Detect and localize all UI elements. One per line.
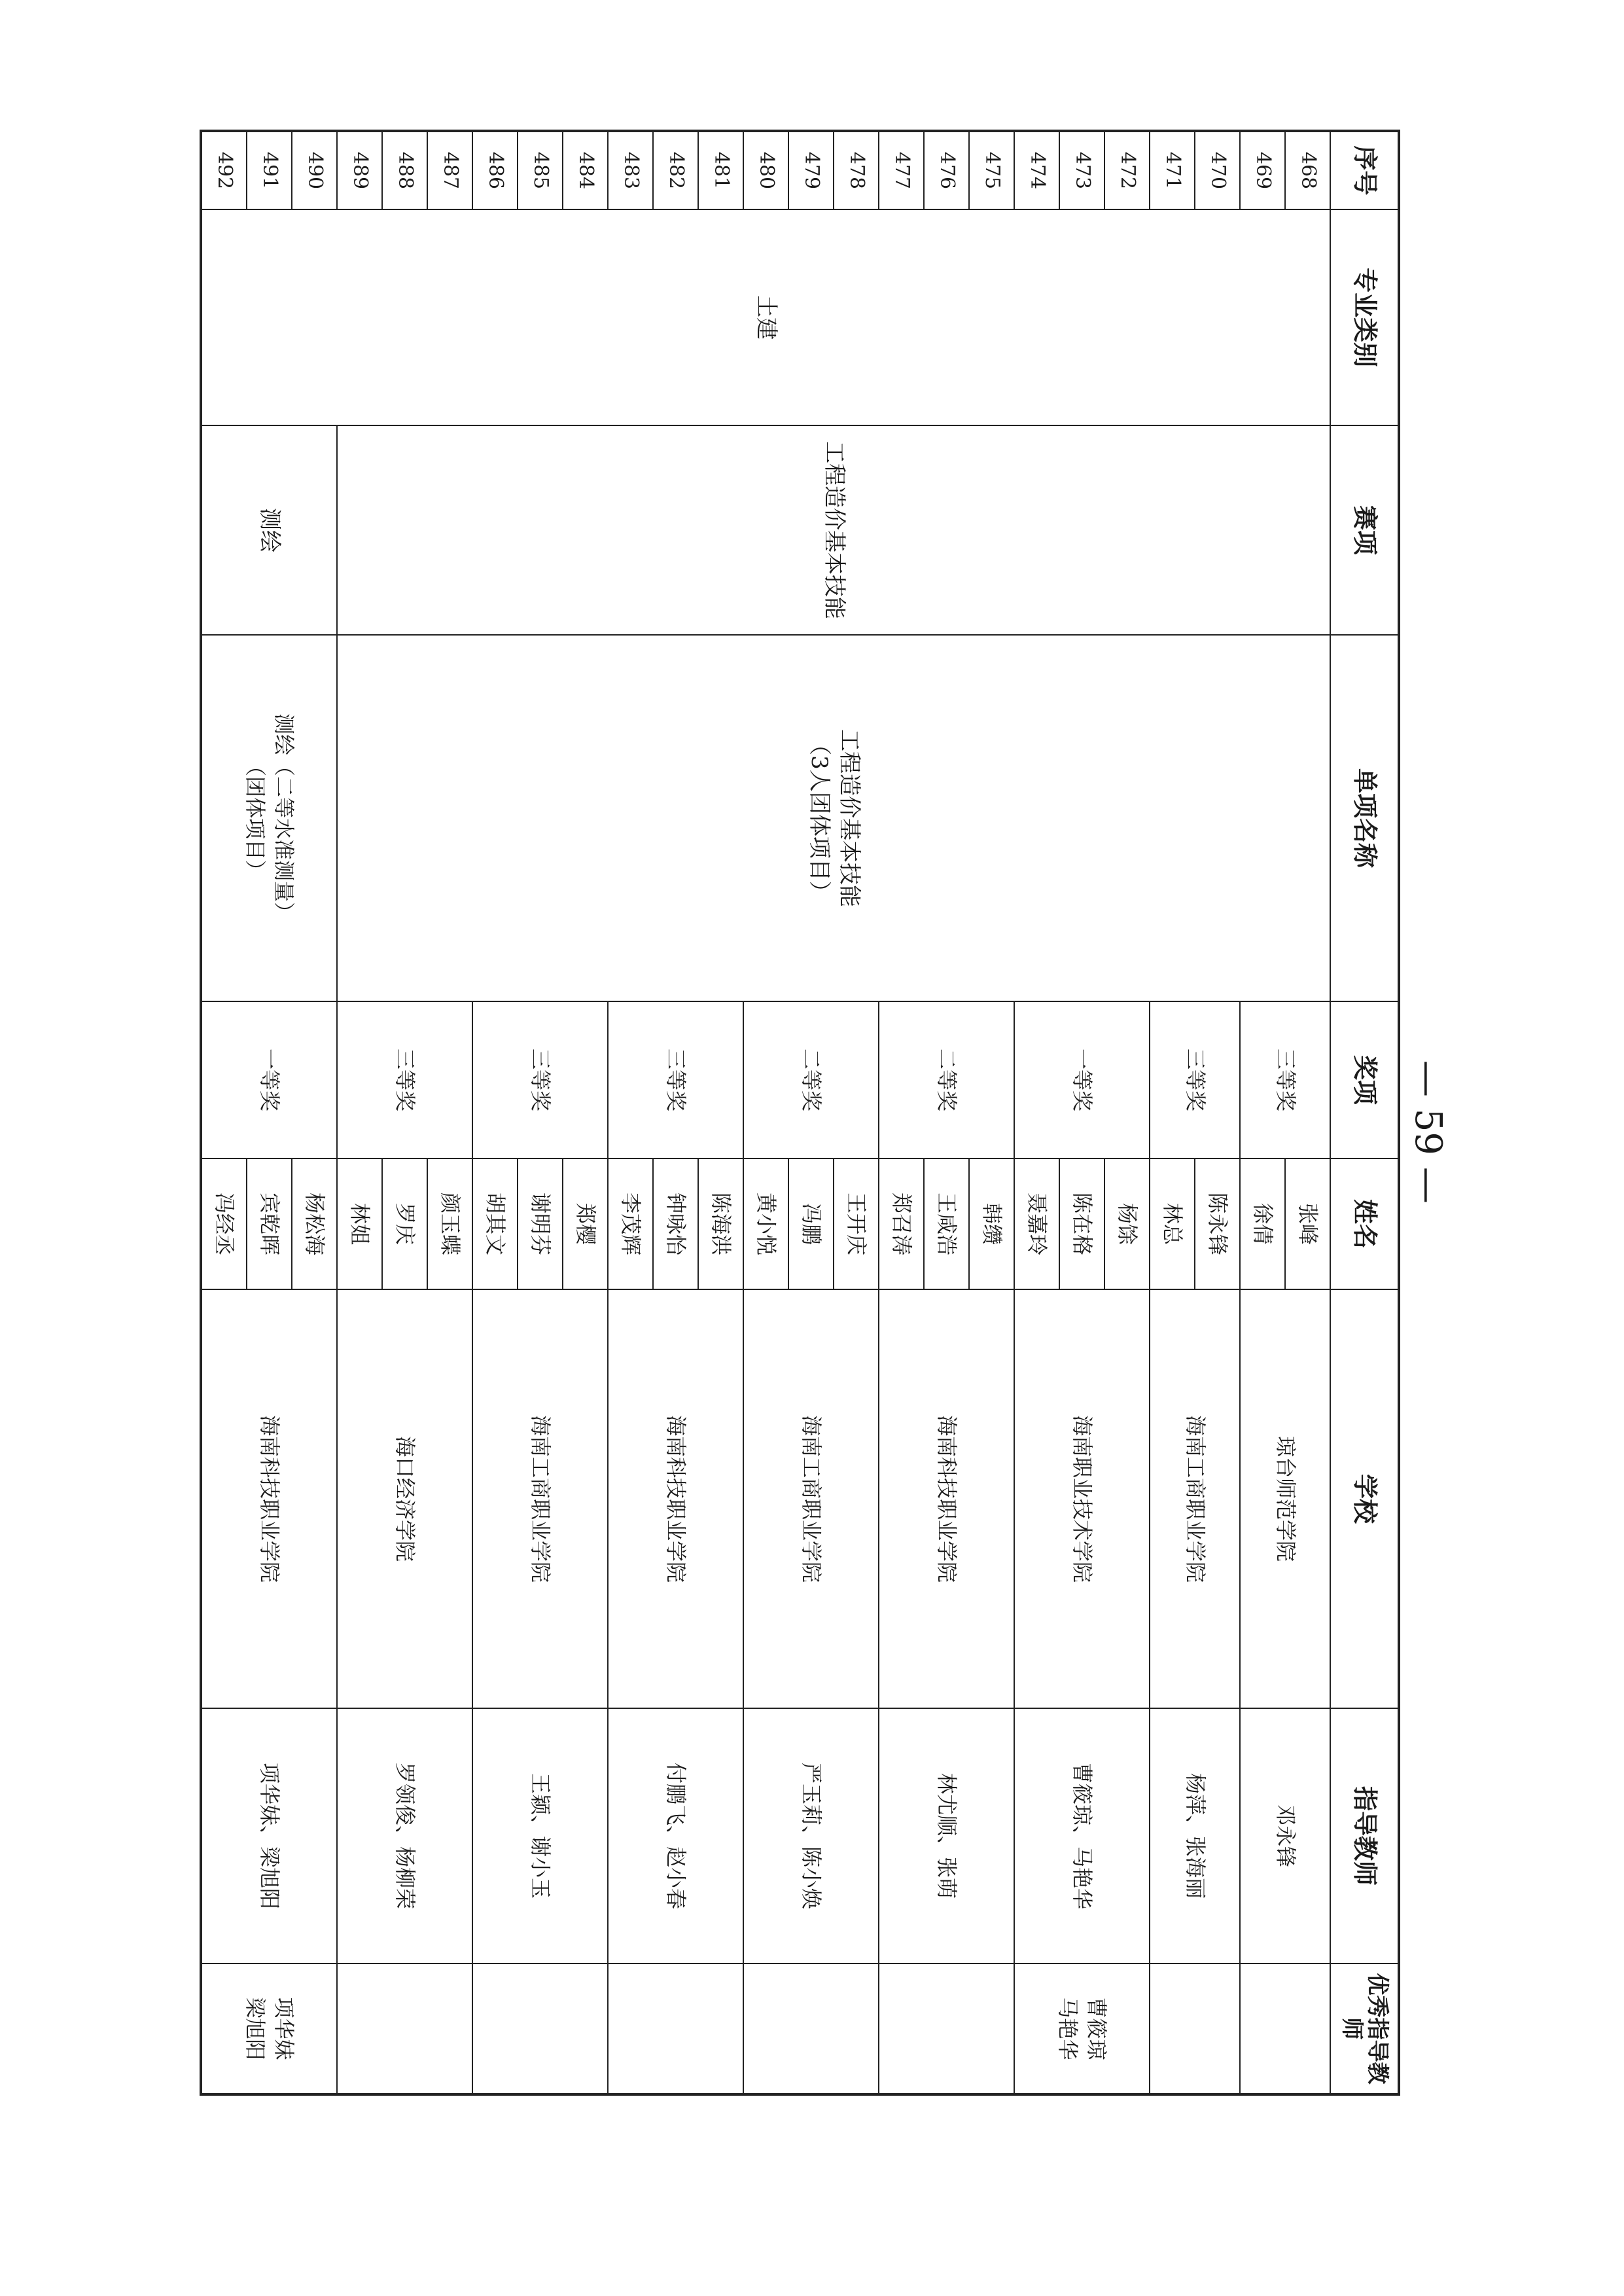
table-row (1285, 131, 1330, 2094)
excellent-cell (1150, 1964, 1240, 2094)
event-cell-survey: 测绘 (201, 425, 337, 635)
seq-cell: 487 (427, 131, 472, 209)
seq-cell: 491 (247, 131, 292, 209)
school-cell: 海南科技职业学院 (608, 1289, 743, 1708)
header-advisor: 指导教师 (1330, 1708, 1399, 1964)
excellent-cell (879, 1964, 1014, 2094)
award-cell: 三等奖 (472, 1001, 608, 1158)
name-cell: 陈在格 (1059, 1158, 1104, 1289)
seq-cell: 480 (743, 131, 788, 209)
award-cell: 三等奖 (1240, 1001, 1330, 1158)
name-cell: 王开庆 (834, 1158, 879, 1289)
name-cell: 罗庆 (382, 1158, 427, 1289)
name-cell: 王咸浩 (924, 1158, 969, 1289)
seq-cell: 476 (924, 131, 969, 209)
seq-cell: 484 (563, 131, 608, 209)
seq-cell: 490 (292, 131, 337, 209)
header-award: 奖项 (1330, 1001, 1399, 1158)
header-row (1330, 131, 1399, 2094)
seq-cell: 471 (1150, 131, 1195, 209)
rotated-table-wrapper (203, 130, 1400, 2093)
award-cell: 三等奖 (1150, 1001, 1240, 1158)
name-cell: 胡其文 (472, 1158, 518, 1289)
name-cell: 李茂辉 (608, 1158, 653, 1289)
name-cell: 宾乾晖 (247, 1158, 292, 1289)
advisor-cell: 罗领俊、杨柳荣 (337, 1708, 472, 1964)
seq-cell: 473 (1059, 131, 1104, 209)
seq-cell: 483 (608, 131, 653, 209)
header-item: 单项名称 (1330, 635, 1399, 1001)
seq-cell: 470 (1195, 131, 1240, 209)
advisor-cell: 杨萍、张海丽 (1150, 1708, 1240, 1964)
header-category: 专业类别 (1330, 209, 1399, 425)
item-cell-survey: 测绘（二等水准测量） （团体项目） (201, 635, 337, 1001)
header-school: 学校 (1330, 1289, 1399, 1708)
name-cell: 陈海洪 (698, 1158, 743, 1289)
header-seq: 序号 (1330, 131, 1399, 209)
category-cell: 土建 (201, 209, 1330, 425)
excellent-cell (472, 1964, 608, 2094)
header-name: 姓名 (1330, 1158, 1399, 1289)
excellent-cell: 曹筱琼 马艳华 (1014, 1964, 1150, 2094)
name-cell: 聂嘉玲 (1014, 1158, 1059, 1289)
award-cell: 三等奖 (337, 1001, 472, 1158)
seq-cell: 474 (1014, 131, 1059, 209)
seq-cell: 492 (201, 131, 247, 209)
award-cell: 二等奖 (743, 1001, 879, 1158)
award-cell: 一等奖 (1014, 1001, 1150, 1158)
award-cell: 三等奖 (608, 1001, 743, 1158)
header-excellent: 优秀指导教师 (1330, 1964, 1399, 2094)
name-cell: 杨松海 (292, 1158, 337, 1289)
name-cell: 张峰 (1285, 1158, 1330, 1289)
advisor-cell: 项华妹、梁旭阳 (201, 1708, 337, 1964)
name-cell: 林姐 (337, 1158, 382, 1289)
name-cell: 谢明芬 (518, 1158, 563, 1289)
event-cell-costing: 工程造价基本技能 (337, 425, 1330, 635)
seq-cell: 486 (472, 131, 518, 209)
school-cell: 海南工商职业学院 (743, 1289, 879, 1708)
seq-cell: 481 (698, 131, 743, 209)
name-cell: 郑樱 (563, 1158, 608, 1289)
advisor-cell: 邓永锋 (1240, 1708, 1330, 1964)
school-cell: 海南工商职业学院 (472, 1289, 608, 1708)
seq-cell: 489 (337, 131, 382, 209)
seq-cell: 485 (518, 131, 563, 209)
school-cell: 海南工商职业学院 (1150, 1289, 1240, 1708)
name-cell: 杨馀 (1104, 1158, 1150, 1289)
advisor-cell: 严玉莉、陈小焕 (743, 1708, 879, 1964)
school-cell: 海南科技职业学院 (879, 1289, 1014, 1708)
seq-cell: 488 (382, 131, 427, 209)
excellent-cell (743, 1964, 879, 2094)
excellent-cell (608, 1964, 743, 2094)
awards-table (200, 130, 1400, 2096)
seq-cell: 478 (834, 131, 879, 209)
name-cell: 徐倩 (1240, 1158, 1285, 1289)
school-cell: 海南科技职业学院 (201, 1289, 337, 1708)
award-cell: 二等奖 (879, 1001, 1014, 1158)
award-cell: 一等奖 (201, 1001, 337, 1158)
excellent-cell (337, 1964, 472, 2094)
name-cell: 韩缵 (969, 1158, 1014, 1289)
name-cell: 陈永锋 (1195, 1158, 1240, 1289)
advisor-cell: 曹筱琼、马艳华 (1014, 1708, 1150, 1964)
seq-cell: 479 (788, 131, 834, 209)
seq-cell: 468 (1285, 131, 1330, 209)
school-cell: 琼台师范学院 (1240, 1289, 1330, 1708)
name-cell: 冯鹏 (788, 1158, 834, 1289)
table-row (292, 131, 337, 2094)
name-cell: 黄小悦 (743, 1158, 788, 1289)
excellent-cell: 项华妹 梁旭阳 (201, 1964, 337, 2094)
seq-cell: 472 (1104, 131, 1150, 209)
header-event: 赛项 (1330, 425, 1399, 635)
seq-cell: 477 (879, 131, 924, 209)
name-cell: 冯经丞 (201, 1158, 247, 1289)
seq-cell: 475 (969, 131, 1014, 209)
advisor-cell: 付鹏飞、赵小春 (608, 1708, 743, 1964)
name-cell: 林总 (1150, 1158, 1195, 1289)
school-cell: 海南职业技术学院 (1014, 1289, 1150, 1708)
name-cell: 钟咏怡 (653, 1158, 698, 1289)
school-cell: 海口经济学院 (337, 1289, 472, 1708)
excellent-cell (1240, 1964, 1330, 2094)
seq-cell: 469 (1240, 131, 1285, 209)
item-cell-costing: 工程造价基本技能 （3人团体项目） (337, 635, 1330, 1001)
name-cell: 郑召涛 (879, 1158, 924, 1289)
page-number: — 59 — (1407, 1060, 1449, 1204)
advisor-cell: 林尤顺、张萌 (879, 1708, 1014, 1964)
name-cell: 颜玉蝶 (427, 1158, 472, 1289)
advisor-cell: 王颖、谢小玉 (472, 1708, 608, 1964)
seq-cell: 482 (653, 131, 698, 209)
